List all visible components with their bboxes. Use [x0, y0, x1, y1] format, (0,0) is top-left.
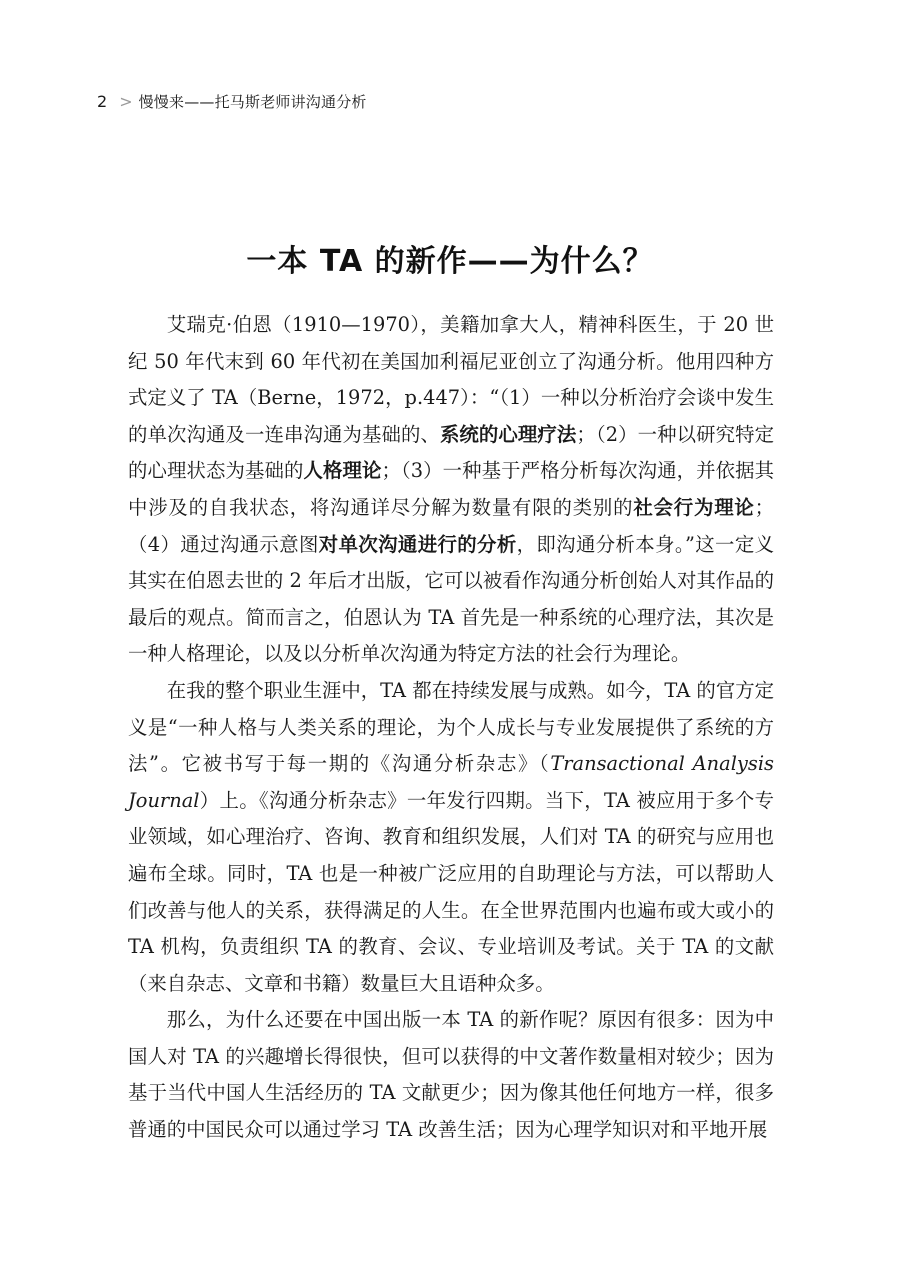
emphasis-systematic-psychotherapy: 系统的心理疗法	[439, 422, 577, 446]
paragraph-1-text-g: ；（4）通过沟通示意图	[128, 495, 775, 556]
body-text	[128, 307, 774, 1149]
paragraph-2-text-b: ）上。《沟通分析杂志》一年发行四期。当下，TA 被应用于多个专业领域，如心理治疗、咨询、教育和组织发展，人们对 TA 的研究与应用也遍布全球。同时，TA 也是一种被广泛应用的自助理论与方法，可以帮助人们改善与他人的关系，获得满足的人生。在全世界范围内也遍布或大或小的 TA 机构，负责组织 TA 的教育、会议、专业培训及考试。关于 TA 的文献（来自杂志、文章和书籍）数量巨大且语种众多。	[128, 788, 774, 995]
emphasis-transaction-analysis: 对单次沟通进行的分析	[318, 532, 517, 556]
running-header	[97, 90, 367, 112]
paragraph-2	[128, 673, 774, 1002]
emphasis-social-behavior-theory: 社会行为理论	[633, 495, 755, 519]
book-title: 慢慢来——托马斯老师讲沟通分析	[138, 92, 367, 111]
page-number: 2	[97, 91, 108, 111]
paragraph-3-text-a: 那么，为什么还要在中国出版一本 TA 的新作呢？原因有很多：因为中国人对 TA 的兴趣增长得很快，但可以获得的中文著作数量相对较少；因为基于当代中国人生活经历的 TA 文献更少；因为像其他任何地方一样，很多普通的中国民众可以通过学习 TA 改善生活；因为心理学知识对和平地开展	[128, 1008, 774, 1142]
paragraph-3	[128, 1002, 774, 1148]
paragraph-2-text-a: 在我的整个职业生涯中，TA 都在持续发展与成熟。如今，TA 的官方定义是“一种人格与人类关系的理论，为个人成长与专业发展提供了系统的方法”。它被书写于每一期的《沟通分析杂志》（	[128, 678, 774, 776]
journal-title: Transactional Analysis Journal	[128, 752, 774, 812]
paragraph-1-text-i: ，即沟通分析本身。”这一定义其实在伯恩去世的 2 年后才出版，它可以被看作沟通分析创始人对其作品的最后的观点。简而言之，伯恩认为 TA 首先是一种系统的心理疗法，其次是一种人格理论，以及以分析单次沟通为特定方法的社会行为理论。	[128, 532, 774, 666]
chevron-right-icon: >	[119, 91, 133, 111]
paragraph-1-text-e: ；（3）一种基于严格分析每次沟通，并依据其中涉及的自我状态，将沟通详尽分解为数量有限的类别的	[128, 459, 775, 519]
emphasis-personality-theory: 人格理论	[303, 459, 382, 483]
chapter-title: 一本 TA 的新作——为什么？	[246, 244, 654, 280]
paragraph-1-text-a: 艾瑞克·伯恩（1910—1970），美籍加拿大人，精神科医生，于 20 世纪 50 年代末到 60 年代初在美国加利福尼亚创立了沟通分析。他用四种方式定义了 TA（Berne，1972，p.447）：“（1）一种以分析治疗会谈中发生的单次沟通及一连串沟通为基础的、	[128, 313, 774, 446]
paragraph-1	[128, 307, 774, 673]
paragraph-1-text-c: ；（2）一种以研究特定的心理状态为基础的	[128, 422, 775, 483]
